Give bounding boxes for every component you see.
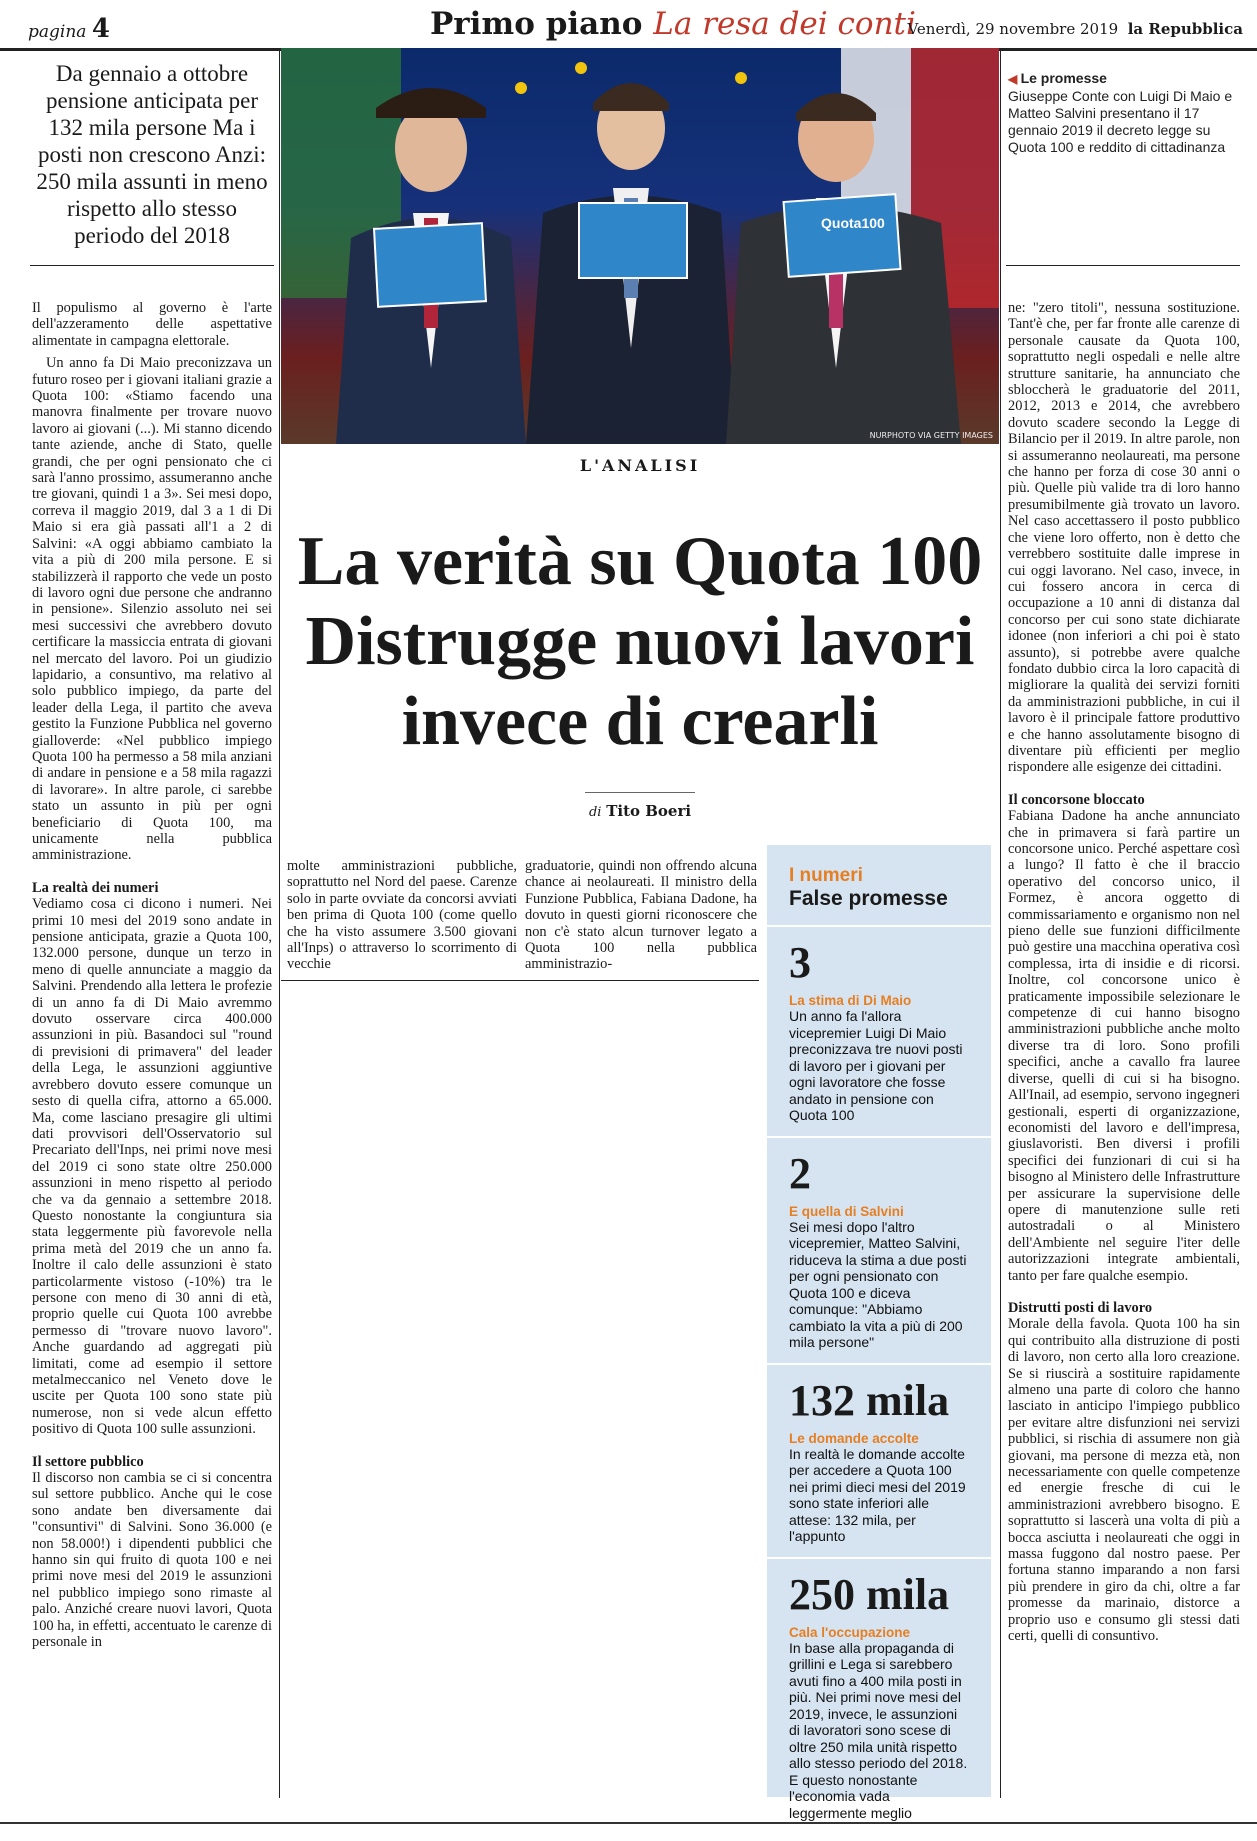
author-name: Tito Boeri	[606, 802, 692, 820]
sidebar-subtitle: False promesse	[789, 887, 948, 910]
stat-value: 3	[789, 938, 811, 987]
page-label-text: pagina	[28, 22, 87, 42]
paragraph: Un anno fa Di Maio preconizzava un futuro roseo per i giovani italiani grazie a Quota 100: «Stiamo facendo una manovra finalmente per trovare nuovo lavoro ai giovani (...). Mi stanno dicendo tante aziende, anche di Stato, quelle grandi, che per ogni pensionato che ci sarà l'anno prossimo, assumeranno anche tre giovani, quindi 1 a 3». Sei mesi dopo, correva il maggio 2019, dal 3 a 1 di Di Maio si era già passati all'1 a 2 di Salvini: «A oggi abbiamo cambiato la vita a più di 200 mila persone. E si stabilizzerà il rapporto che vede un posto di lavoro ogni due persone che andranno in pensione». Silenzio assoluto nei sei mesi successivi che avrebbero dovuto certificare la massiccia entrata di giovani nel mercato del lavoro. Poi un giudizio lapidario, a consuntivo, ma relativo al solo pubblico impiego, da parte del leader della Lega, il partito che aveva gestito la Funzione Pubblica nel governo gialloverde: «Nel pubblico impiego Quota 100 ha permesso a 58 mila anziani di andare in pensione e a 58 mila ragazzi di lavorare». In altre parole, ci sarebbe stato un assunto in più per ogni beneficiario di Quota 100, ma unicamente nella pubblica amministrazione.	[32, 355, 272, 864]
stat-item	[767, 1365, 991, 1559]
caption-text: Giuseppe Conte con Luigi Di Maio e Matteo Salvini presentano il 17 gennaio 2019 il decreto legge su Quota 100 e reddito di cittadinanza	[1008, 88, 1233, 155]
stat-value: 2	[789, 1148, 811, 1198]
paragraph: graduatorie, quindi non offrendo alcuna chance ai neolaureati. Il ministro della Funzione Pubblica, Fabiana Dadone, ha dovuto in questi giorni riconoscere che non c'è stato alcun turnover legato a Quota 100 nella pubblica amministrazio-	[525, 858, 757, 973]
sidebar-title: I numeri	[789, 865, 863, 886]
stat-text: Sei mesi dopo l'altro vicepremier, Matteo Salvini, riduceva la stima a due posti per ogni pensionato con Quota 100 e diceva comunque: "Abbiamo cambiato la vita a più di 200 mila persone"	[789, 1218, 967, 1350]
stat-item	[767, 1559, 991, 1834]
section-topic: La resa dei conti	[653, 6, 916, 42]
paper-name: la Repubblica	[1127, 20, 1243, 38]
headline	[281, 522, 999, 762]
issue-date: Venerdì, 29 novembre 2019	[907, 20, 1119, 38]
stat-value: 250 mila	[789, 1569, 950, 1619]
masthead	[0, 0, 1257, 51]
caption-tag: ◀ Le promesse	[1008, 70, 1238, 88]
photo-caption	[1008, 70, 1238, 156]
subheading: La realtà dei numeri	[32, 879, 159, 896]
photo-credit: NURPHOTO VIA GETTY IMAGES	[869, 431, 993, 440]
kicker: L'ANALISI	[579, 456, 701, 475]
stat-text: In base alla propaganda di grillini e Lega si sarebbero avuti fino a 400 mila posti in più. Nei primi nove mesi del 2019, invece, le assunzioni di lavoratori sono scese di oltre 250 mila unità rispetto allo stesso periodo del 2018. E questo nonostante l'economia vada leggermente meglio	[789, 1639, 968, 1821]
page-footer	[0, 1822, 1257, 1841]
paragraph: Il discorso non cambia se ci si concentra sul settore pubblico. Anche qui le cose sono andate ben diversamente dai "consuntivi" di Salvini. Sono 36.000 (e non 58.000!) i dipendenti pubblici che hanno sin qui fruito di quota 100 e nei primi nove mesi del 2019 le assunzioni nel pubblico impiego sono rimaste al palo. Anziché creare nuovi lavori, Quota 100 ha, in effetti, accentuato le carenze di personale in	[32, 1470, 272, 1651]
photo-illustration	[281, 48, 999, 444]
sidebar-header	[767, 845, 991, 927]
section-title	[430, 6, 916, 42]
section-name: Primo piano	[430, 6, 643, 42]
column-rule	[1000, 48, 1001, 1798]
column-rule	[279, 48, 280, 1798]
article-column-1	[32, 300, 272, 1657]
paragraph: Il populismo al governo è l'arte dell'azzeramento delle aspettative alimentate in campagna elettorale.	[32, 300, 272, 349]
sign-label: Quota100	[821, 215, 885, 231]
paragraph: Morale della favola. Quota 100 ha sin qui contribuito alla distruzione di posti di lavoro, non certo alla loro creazione. Se si riuscirà a sostituire rapidamente almeno una parte di coloro che hanno lasciato in anticipo l'impiego pubblico per evitare altre disfunzioni nei servizi pubblici, si rischia di assumere non già giovani, ma persone di mezza età, non necessariamente con quelle competenze ed energie fresche di cui le amministrazioni avrebbero bisogno. E soprattutto si lascerà una volta di più a bocca asciutta i neolaureati che oggi in massa fuggono dal nostro paese. Per fortuna stanno imparando a non farsi più prendere in giro da chi, oltre a far promesse da marinaio, distorce a proprio uso e consumo gli stessi dati certi, quelli di consuntivo.	[1008, 1316, 1240, 1645]
stat-text: Un anno fa l'allora vicepremier Luigi Di Maio preconizzava tre nuovi posti di lavoro per i giovani per ogni lavoratore che fosse andato in pensione con Quota 100	[789, 1008, 963, 1123]
byline	[281, 802, 999, 820]
subheading: Il concorsone bloccato	[1008, 791, 1145, 808]
paragraph: molte amministrazioni pubbliche, soprattutto nel Nord del paese. Carenze solo in parte ovviate da concorsi avviati ben prima di Quota 100 (come quello che ha visto assumere 3.500 giovani all'Inps) o attraverso lo scorrimento di vecchie	[287, 858, 517, 973]
byline-rule	[585, 792, 695, 793]
numbers-sidebar	[767, 845, 991, 1821]
headline-line-2: Distrugge nuovi lavori	[305, 603, 975, 680]
lead-summary: Da gennaio a ottobre pensione anticipata per 132 mila persone Ma i posti non crescono Anzi: 250 mila assunti in meno rispetto allo stesso periodo del 2018	[36, 61, 268, 248]
stat-item	[767, 927, 991, 1138]
news-photo	[281, 48, 999, 444]
stat-label: Le domande accolte	[789, 1430, 919, 1446]
stat-text: In realtà le domande accolte per accedere a Quota 100 nei primi dieci mesi del 2019 sono state inferiori alle attese: 132 mila, per l'appunto	[789, 1445, 966, 1544]
subheading: Distrutti posti di lavoro	[1008, 1299, 1153, 1316]
byline-prefix: di	[588, 805, 602, 820]
headline-line-3: invece di crearli	[401, 683, 879, 760]
caption-rule	[1006, 265, 1240, 266]
date-line	[907, 20, 1243, 38]
stat-label: E quella di Salvini	[789, 1203, 904, 1219]
page-label	[28, 14, 110, 44]
stat-label: Cala l'occupazione	[789, 1624, 910, 1640]
paragraph: Fabiana Dadone ha anche annunciato che in primavera si farà partire un concorsone unico. Perché aspettare così a lungo? Il fatto è che il braccio operativo del concorso unico, il Formez, è ancora oggetto di commissariamento e organismo non nel pieno delle sue funzioni difficilmente può gestire una macchina operativa così complessa, irta di insidie e di ricorsi. Inoltre, col concorsone unico è praticamente impossibile selezionare le competenze di cui hanno bisogno amministrazioni pubbliche anche molto diverse tra di loro. Sono profili specifici, anche a cavallo fra lauree diverse, quelli di cui si ha bisogno. All'Inail, ad esempio, servono ingegneri gestionali, esperti di organizzazione, economisti del lavoro e dell'impresa, giuslavoristi. Ben diversi i profili specifici dei funzionari di cui si ha bisogno al Ministero delle Infrastrutture per assicurare la supervisione delle opere di manutenzione sulle reti autostradali o al Ministero dell'Ambiente nel seguire l'iter delle autorizzazioni integrate ambientali, tanto per fare qualche esempio.	[1008, 808, 1240, 1284]
page-number: 4	[91, 14, 110, 44]
stat-value: 132 mila	[789, 1375, 950, 1425]
article-column-4	[1008, 300, 1240, 1651]
column-end-rule	[281, 980, 759, 981]
stat-label: La stima di Di Maio	[789, 993, 912, 1008]
headline-line-1: La verità su Quota 100	[297, 523, 983, 600]
article-column-3	[525, 858, 757, 979]
lead-rule	[30, 265, 274, 266]
paragraph: ne: "zero titoli", nessuna sostituzione. Tant'è che, per far fronte alle carenze di personale causate da Quota 100, soprattutto negli ospedali e nelle altre strutture sanitarie, ha annunciato che sbloccherà le graduatorie del 2011, 2012, 2013 e 2014, che avrebbero dovuto scadere secondo la Legge di Bilancio per il 2019. In altre parole, non si assumeranno neolaureati, ma persone che hanno per forza di cose 30 anni o più. Quelle più valide tra di loro hanno presumibilmente già trovato un lavoro. Nel caso accettassero il posto pubblico che viene loro offerto, non è detto che verrebbero sostituite dalle imprese in cui oggi lavorano. Nel caso, invece, in cui fossero ancora in cerca di occupazione a 10 anni di distanza dal concorso per cui sono state dichiarate idonee (non inferiori a chi poi è stato assunto), si potrebbe avere qualche fondato dubbio circa la loro capacità di migliorare la qualità dei servizi forniti da amministrazioni pubbliche, in cui il lavoro è il principale fattore produttivo e che hanno assolutamente bisogno di diventare più efficienti per meglio rispondere alle esigenze dei cittadini.	[1008, 300, 1240, 776]
stat-item	[767, 1138, 991, 1365]
paragraph: Vediamo cosa ci dicono i numeri. Nei primi 10 mesi del 2019 sono andate in pensione anticipata, grazie a Quota 100, 132.000 persone, dunque un terzo in meno di quelle annunciate a maggio da Salvini. Prendendo alla lettera le profezie di un anno fa di Di Maio avremmo dovuto osservare circa 400.000 assunzioni in più. Basandoci sul "round di previsioni di primavera" del leader della Lega, le assunzioni aggiuntive avrebbero dovuto essere comunque un sesto di quella cifra, attorno a 65.000. Ma, come lasciano presagire gli ultimi dati provvisori dell'Osservatorio sul Precariato dell'Inps, nei primi nove mesi del 2019 ci sono state oltre 250.000 assunzioni in meno rispetto al periodo che va da gennaio a settembre 2018. Questo nonostante la congiuntura sia stata leggermente più favorevole nella prima metà del 2019 che un anno fa. Inoltre il calo delle assunzioni è stato particolarmente vistoso (-10%) tra le persone con meno di 30 anni di età, proprio quelle cui Quota 100 avrebbe permesso di "trovare nuovo lavoro". Anche guardando ad aggregati più limitati, come ad esempio il settore metalmeccanico nel Veneto dove le uscite per Quota 100 sono state più numerose, non si vede alcun effetto positivo di Quota 100 sulle assunzioni.	[32, 896, 272, 1438]
subheading: Il settore pubblico	[32, 1453, 144, 1470]
article-column-2	[287, 858, 517, 979]
